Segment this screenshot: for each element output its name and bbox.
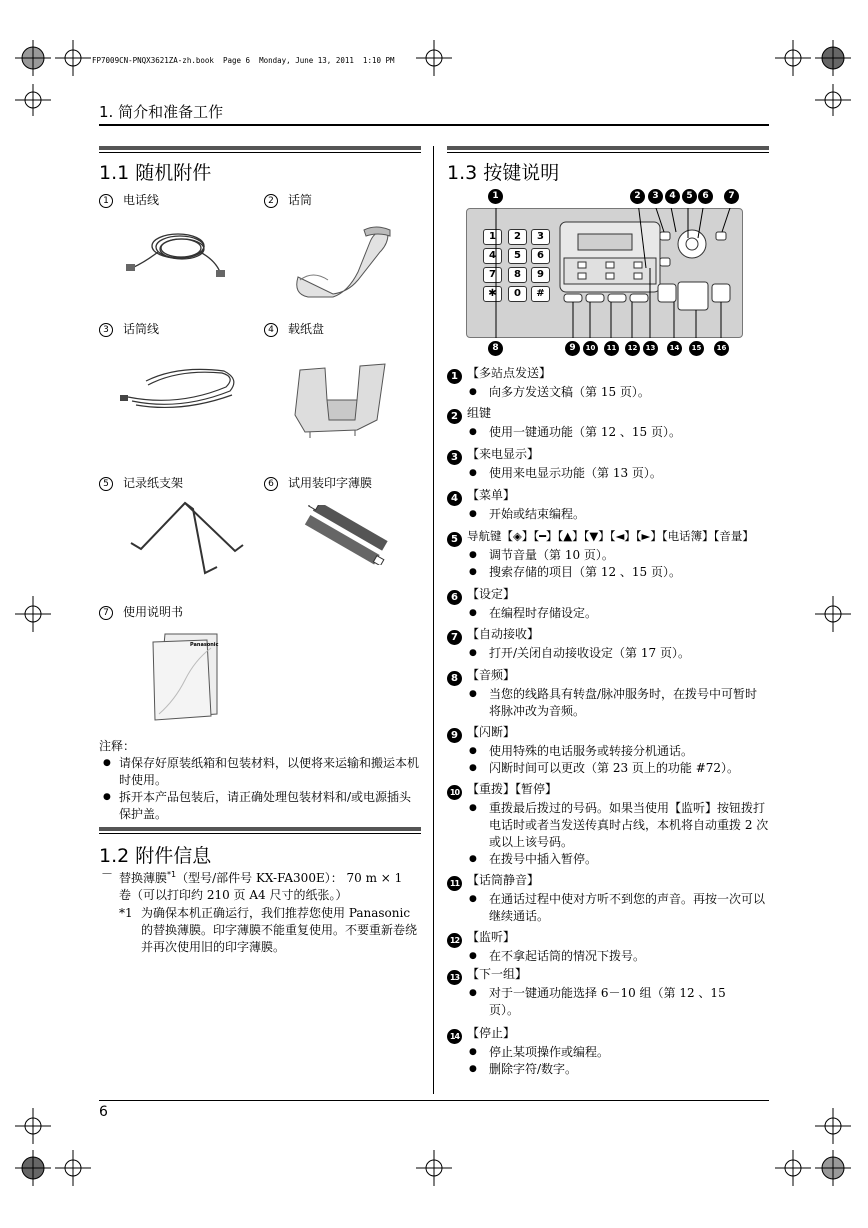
accessory-label-7: 7 使用说明书 <box>99 603 183 620</box>
section-bar <box>99 146 421 150</box>
key-desc-4: 4 【菜单】 ● 开始或结束编程。 <box>447 487 585 523</box>
callout-9: 9 <box>565 341 580 356</box>
callout-7: 7 <box>724 189 739 204</box>
key-desc-5: 5 导航键【◈】【━】【▲】【▼】【◄】【►】【电话簿】【音量】 ● 调节音量（第 10 页）。 ● 搜索存储的项目（第 12 、15 页）。 <box>447 528 769 581</box>
section-bar <box>99 827 421 831</box>
key-desc-14: 14 【停止】 ● 停止某项操作或编程。 ● 删除字符/数字。 <box>447 1025 609 1078</box>
registration-mark-icon <box>15 1150 51 1186</box>
callout-3: 3 <box>648 189 663 204</box>
callout-8: 8 <box>488 341 503 356</box>
notes-title: 注释： <box>99 739 136 753</box>
registration-mark-icon <box>416 1150 452 1186</box>
accessory-info: － 替换薄膜$^{*1}$（型号/部件号 KX-FA300E）： 70 m × 1 卷（可以打印约 210 页 A4 尺寸的纸张。） *1 为确保本机正确运行，我们推荐您使用 Panasonic 的替换薄膜。印字薄膜不能重复使用。不要重新卷绕并再次使用旧的印字薄膜。 <box>101 867 418 954</box>
section-title-1-1: 1.1 随机附件 <box>99 162 212 184</box>
callout-4: 4 <box>665 189 680 204</box>
registration-mark-icon <box>815 1150 851 1186</box>
key-6: 6 <box>531 248 550 264</box>
manual-brand-text: Panasonic <box>190 642 219 648</box>
paper-tray-icon <box>285 360 400 440</box>
section-title-1-2: 1.2 附件信息 <box>99 845 212 867</box>
notes-block <box>99 738 421 823</box>
registration-mark-icon <box>815 1108 851 1144</box>
section-bar <box>447 146 769 150</box>
panel-graphics <box>466 208 742 338</box>
key-9: 9 <box>531 267 550 283</box>
registration-mark-icon <box>775 40 811 76</box>
key-desc-9: 9 【闪断】 ● 使用特殊的电话服务或转接分机通话。 ● 闪断时间可以更改（第 23 页上的功能 #72）。 <box>447 724 769 777</box>
section-bar-thin <box>447 152 769 153</box>
key-desc-7: 7 【自动接收】 ● 打开/关闭自动接收设定（第 17 页）。 <box>447 626 690 662</box>
header-rule <box>99 124 769 126</box>
key-hash: # <box>531 286 550 302</box>
wire-support-icon <box>125 495 250 580</box>
registration-mark-icon <box>15 84 51 116</box>
handset-icon <box>288 222 398 302</box>
callout-14: 14 <box>667 341 682 356</box>
note-line: ● 请保存好原装纸箱和包装材料，以便将来运输和搬运本机时使用。 <box>99 755 421 789</box>
note-line: ● 拆开本产品包装后，请正确处理包装材料和/或电源插头保护盖。 <box>99 789 421 823</box>
key-desc-10: 10 【重拨】【暂停】 ● 重拨最后拨过的号码。如果当使用【监听】按钮拨打电话时或者当发送传真时占线，本机将自动重拨 2 次或以上该号码。 ● 在拨号中插入暂停。 <box>447 781 769 868</box>
footer-rule <box>99 1100 769 1101</box>
page-number: 6 <box>99 1104 108 1120</box>
registration-mark-icon <box>815 40 851 76</box>
section-title-1-3: 1.3 按键说明 <box>447 162 560 184</box>
key-desc-3: 3 【来电显示】 ● 使用来电显示功能（第 13 页）。 <box>447 446 662 482</box>
accessory-label-4: 4 载纸盘 <box>264 320 324 337</box>
accessory-label-1: 1 电话线 <box>99 191 159 208</box>
registration-mark-icon <box>55 1150 91 1186</box>
key-7: 7 <box>483 267 502 283</box>
accessory-label-6: 6 试用装印字薄膜 <box>264 474 372 491</box>
key-desc-1: 1 【多站点发送】 ● 向多方发送文稿（第 15 页）。 <box>447 365 650 401</box>
column-divider <box>433 146 434 1094</box>
accessory-label-2: 2 话筒 <box>264 191 312 208</box>
registration-mark-icon <box>815 84 851 116</box>
registration-mark-icon <box>815 596 851 632</box>
callout-5: 5 <box>682 189 697 204</box>
callout-10: 10 <box>583 341 598 356</box>
callout-16: 16 <box>714 341 729 356</box>
coiled-handset-cord-icon <box>118 355 240 415</box>
section-bar-thin <box>99 833 421 834</box>
key-4: 4 <box>483 248 502 264</box>
key-1: 1 <box>483 229 502 245</box>
accessory-label-5: 5 记录纸支架 <box>99 474 183 491</box>
key-star: ✱ <box>483 286 502 302</box>
callout-6: 6 <box>698 189 713 204</box>
key-desc-11: 11 【话筒静音】 ● 在通话过程中使对方听不到您的声音。再按一次可以继续通话。 <box>447 872 769 925</box>
callout-15: 15 <box>689 341 704 356</box>
callout-2: 2 <box>630 189 645 204</box>
registration-mark-icon <box>775 1150 811 1186</box>
accessory-label-3: 3 话筒线 <box>99 320 159 337</box>
key-5: 5 <box>508 248 527 264</box>
key-desc-12: 12 【监听】 ● 在不拿起话筒的情况下拨号。 <box>447 929 645 965</box>
registration-mark-icon <box>15 1108 51 1144</box>
registration-mark-icon <box>15 40 51 76</box>
section-bar-thin <box>99 152 421 153</box>
callout-13: 13 <box>643 341 658 356</box>
registration-mark-icon <box>55 40 91 76</box>
key-8: 8 <box>508 267 527 283</box>
book-file-header: FP7009CN-PNQX3621ZA-zh.book Page 6 Monday, June 13, 2011 1:10 PM <box>92 56 395 65</box>
key-desc-2: 2 组键 ● 使用一键通功能（第 12 、15 页）。 <box>447 405 681 441</box>
key-2: 2 <box>508 229 527 245</box>
key-desc-13: 13 【下一组】 ● 对于一键通功能选择 6－10 组（第 12 、15 页）。 <box>447 966 747 1019</box>
key-0: 0 <box>508 286 527 302</box>
telephone-cord-icon <box>120 222 230 282</box>
callout-11: 11 <box>604 341 619 356</box>
callout-1: 1 <box>488 189 503 204</box>
key-3: 3 <box>531 229 550 245</box>
ink-film-roll-icon <box>295 505 395 565</box>
key-desc-8: 8 【音频】 ● 当您的线路具有转盘/脉冲服务时，在拨号中可暂时将脉冲改为音频。 <box>447 667 769 720</box>
registration-mark-icon <box>15 596 51 632</box>
registration-mark-icon <box>416 40 452 76</box>
callout-12: 12 <box>625 341 640 356</box>
key-desc-6: 6 【设定】 ● 在编程时存储设定。 <box>447 586 597 622</box>
chapter-title: 1. 简介和准备工作 <box>99 103 224 121</box>
